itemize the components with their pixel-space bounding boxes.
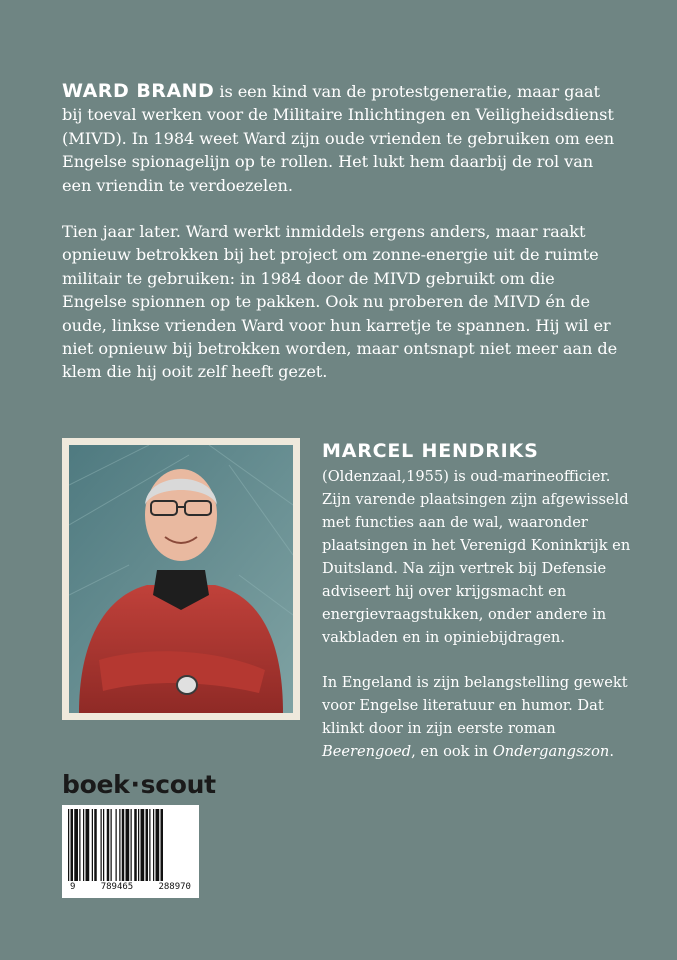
publisher-logo-oek: oek — [79, 770, 130, 799]
barcode-group-2: 288970 — [158, 882, 191, 892]
author-name: MARCEL HENDRIKS — [322, 440, 539, 462]
author-bio-paragraph-2-mid: , en ook in — [411, 743, 493, 760]
barcode-digits — [66, 882, 195, 892]
isbn-barcode — [62, 805, 199, 898]
publisher-logo-separator: · — [130, 770, 140, 799]
author-photo — [62, 438, 300, 720]
barcode-group-1: 789465 — [100, 882, 134, 892]
author-bio-paragraph-2-end: . — [609, 743, 614, 760]
blurb-paragraph-1-text: is een kind van de protestgeneratie, maar gaat bij toeval werken voor de Militaire Inlichtingen en Veiligheidsdienst (MIVD). In 1984 weet Ward zijn oude vrienden te gebruiken om een Engelse spionagelijn op te rollen. Het lukt hem daarbij de rol van een vriendin te verdoezelen. — [62, 82, 615, 195]
author-bio — [322, 440, 632, 785]
protagonist-name: WARD BRAND — [62, 80, 215, 102]
book-title-beerengoed: Beerengoed — [322, 743, 412, 760]
blurb-paragraph-2: Tien jaar later. Ward werkt inmiddels ergens anders, maar raakt opnieuw betrokken bij het project om zonne-energie uit de ruimte militair te gebruiken: in 1984 door de MIVD gebruikt om die Engelse spionnen op te pakken. Ook nu proberen de MIVD én de oude, linkse vrienden Ward voor hun karretje te spannen. Hij wil er niet opnieuw bij betrokken worden, maar ontsnapt niet meer aan de klem die hij ooit zelf heeft gezet. — [62, 222, 618, 382]
barcode-digit-first: 9 — [70, 882, 76, 892]
author-bio-paragraph-1: (Oldenzaal,1955) is oud-marineofficier. Zijn varende plaatsingen zijn afgewisseld met functies aan de wal, waaronder plaatsingen in het Verenigd Koninkrijk en Duitsland. Na zijn vertrek bij Defensie adviseert hij over krijgsmacht en energievraagstukken, onder andere in vakbladen en in opiniebijdragen. — [322, 468, 631, 646]
publisher-logo-scout: scout — [140, 770, 216, 799]
barcode-bars — [66, 809, 195, 881]
back-cover-blurb — [62, 80, 622, 407]
publisher-logo — [62, 770, 216, 799]
publisher-logo-b: b — [62, 770, 80, 799]
author-portrait-image — [69, 445, 293, 713]
author-bio-paragraph-2-start: In Engeland is zijn belangstelling gewekt voor Engelse literatuur en humor. Dat klinkt door in zijn eerste roman — [322, 674, 628, 737]
author-bio-paragraph-2 — [322, 671, 632, 763]
blurb-paragraph-1 — [62, 80, 622, 197]
book-title-ondergangszon: Ondergangszon — [492, 743, 610, 760]
